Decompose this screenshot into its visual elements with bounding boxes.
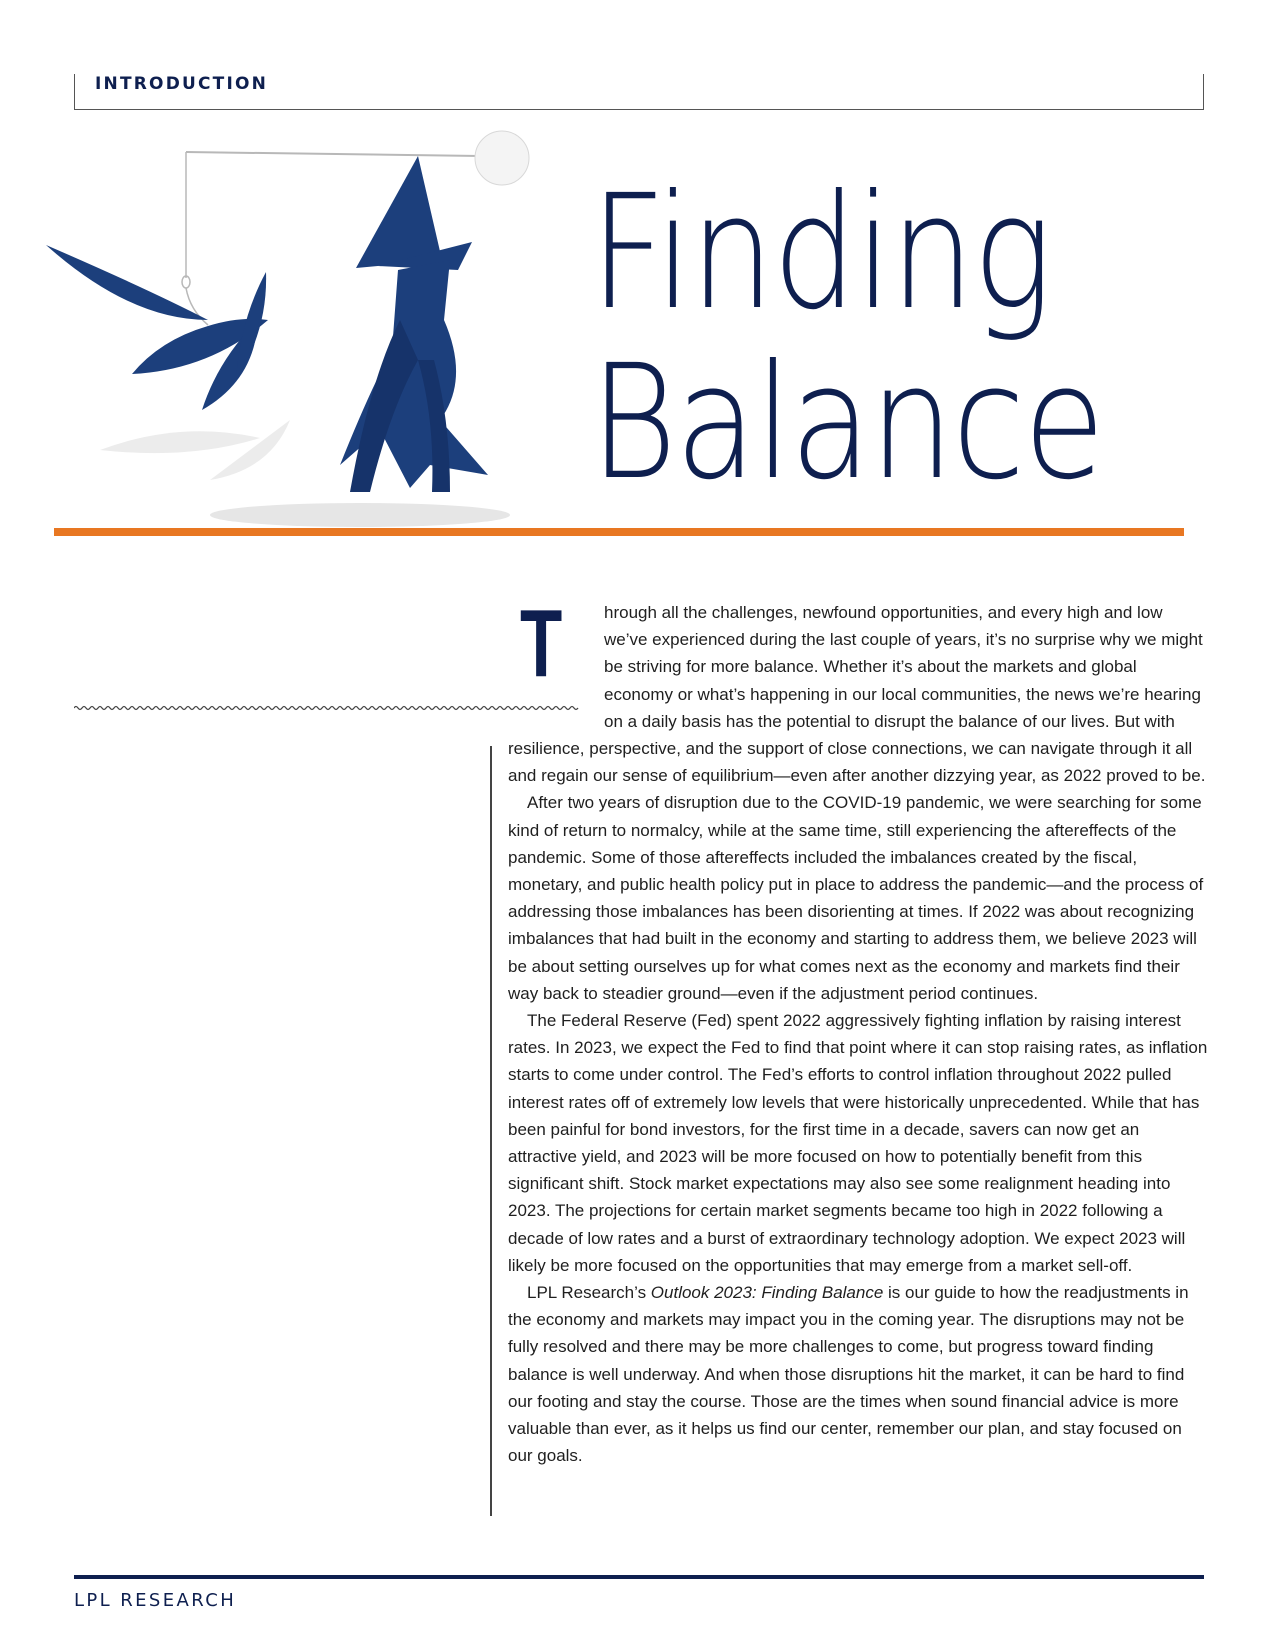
footer-rule: [74, 1575, 1204, 1579]
footer-label: LPL RESEARCH: [74, 1590, 237, 1611]
paragraph-1-text: hrough all the challenges, newfound opportunities, and every high and low we’ve experienced during the last couple of years, it’s no surprise why we might be striving for more balance. Whether it’s about the markets and global economy or what’s happening in our local communities, the news we’re hearing on a daily basis has the potential to disrupt the balance of our lives. But with resilience, perspective, and the support of close connections, we can navigate through it all and regain our sense of equilibrium—even after another dizzying year, as 2022 proved to be.: [508, 603, 1206, 786]
section-header-box: [74, 74, 1204, 110]
publication-title: Outlook 2023: Finding Balance: [650, 1283, 884, 1303]
title-line-1: Finding: [590, 161, 1051, 345]
paragraph-4-start: LPL Research’s: [527, 1283, 651, 1303]
paragraph-4: [508, 1279, 1208, 1469]
paragraph-1: [508, 599, 1208, 789]
article-body: [508, 599, 1208, 1470]
paragraph-3: The Federal Reserve (Fed) spent 2022 aggressively fighting inflation by raising interest rates. In 2023, we expect the Fed to find that point where it can stop raising rates, as inflation starts to come under control. The Fed’s efforts to control inflation throughout 2022 pulled interest rates off of extremely low levels that were historically unprecedented. While that has been painful for bond investors, for the first time in a decade, savers can now get an attractive yield, and 2023 will be more focused on how to potentially benefit from this significant shift. Stock market expectations may also see some realignment heading into 2023. The projections for certain market segments became too high in 2022 following a decade of low rates and a burst of extraordinary technology adoption. We expect 2023 will likely be more focused on the opportunities that may emerge from a market sell-off.: [508, 1011, 1208, 1275]
column-rule: [490, 746, 492, 1516]
page-title: [590, 161, 1104, 515]
section-label: INTRODUCTION: [95, 74, 269, 94]
orange-divider: [54, 528, 1184, 536]
paragraph-4-end: is our guide to how the readjustments in the economy and markets may impact you in the coming year. The disruptions may not be fully resolved and there may be more challenges to come, but progress toward finding balance is well underway. And when those disruptions hit the market, it can be hard to find our footing and stay the course. Those are the times when sound financial advice is more valuable than ever, as it helps us find our center, remember our plan, and stay focused on our goals.: [508, 1283, 1189, 1466]
paragraph-2: After two years of disruption due to the COVID-19 pandemic, we were searching for some kind of return to normalcy, while at the same time, still experiencing the aftereffects of the pandemic. Some of those aftereffects included the imbalances created by the fiscal, monetary, and public health policy put in place to address the pandemic—and the process of addressing those imbalances has been disorienting at times. If 2022 was about recognizing imbalances that had built in the economy and starting to address them, we believe 2023 will be about setting ourselves up for what comes next as the economy and markets find their way back to steadier ground—even if the adjustment period continues.: [508, 793, 1204, 1003]
wavy-divider: [74, 703, 579, 713]
title-line-2: Balance: [590, 331, 1104, 515]
drop-cap-space: [508, 599, 604, 735]
drop-cap: T: [520, 590, 563, 697]
